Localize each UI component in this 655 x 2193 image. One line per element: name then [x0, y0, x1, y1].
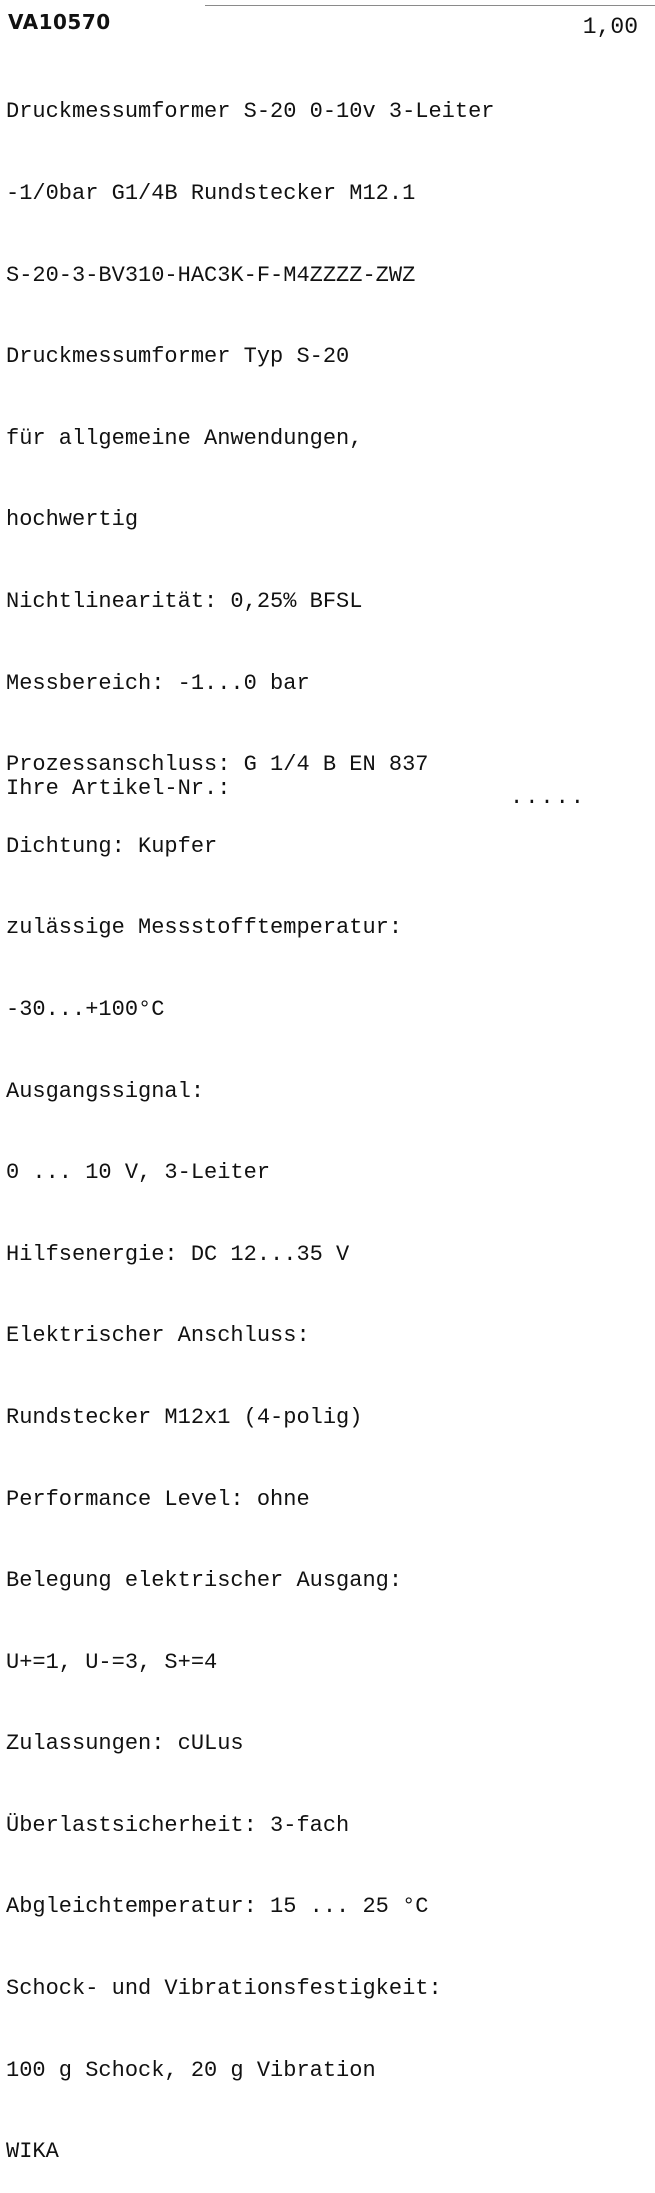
description-list [6, 44, 494, 2193]
description-line: Abgleichtemperatur: 15 ... 25 °C [6, 1894, 429, 1920]
description-line: -1/0bar G1/4B Rundstecker M12.1 [6, 181, 416, 206]
quantity: 1,00 [582, 14, 638, 40]
customer-article-number-label: Ihre Artikel-Nr.: [6, 776, 231, 801]
top-rule [205, 5, 655, 6]
description-line: Performance Level: ohne [6, 1486, 310, 1512]
description-line: 100 g Schock, 20 g Vibration [6, 2057, 376, 2083]
description-line: Belegung elektrischer Ausgang: [6, 1568, 403, 1594]
description-line: hochwertig [6, 507, 139, 533]
description-line: S-20-3-BV310-HAC3K-F-M4ZZZZ-ZWZ [6, 262, 416, 288]
description-line: Rundstecker M12x1 (4-polig) [6, 1404, 363, 1430]
customer-article-number-value: ..... [510, 785, 587, 810]
description-line: U+=1, U-=3, S+=4 [6, 1649, 218, 1675]
description-line: Dichtung: Kupfer [6, 833, 218, 859]
description-line: 0 ... 10 V, 3-Leiter [6, 1160, 271, 1186]
description-line: zulässige Messstofftemperatur: [6, 915, 403, 941]
description-line: Nichtlinearität: 0,25% BFSL [6, 588, 363, 614]
article-code: VA10570 [8, 10, 111, 34]
description-line: Elektrischer Anschluss: [6, 1323, 310, 1349]
description-line: Hilfsenergie: DC 12...35 V [6, 1241, 350, 1267]
description-line: Druckmessumformer Typ S-20 [6, 344, 350, 370]
description-line: Zulassungen: cULus [6, 1731, 244, 1757]
description-line: Schock- und Vibrationsfestigkeit: [6, 1976, 442, 2002]
description-line: Ausgangssignal: [6, 1078, 205, 1104]
description-line: Prozessanschluss: G 1/4 B EN 837 [6, 752, 429, 778]
description-line: für allgemeine Anwendungen, [6, 425, 363, 451]
description-line: Überlastsicherheit: 3-fach [6, 1812, 350, 1838]
description-line: Druckmessumformer S-20 0-10v 3-Leiter [6, 99, 495, 125]
description-line: WIKA [6, 2139, 59, 2165]
description-line: -30...+100°C [6, 996, 165, 1022]
description-line: Messbereich: -1...0 bar [6, 670, 310, 696]
